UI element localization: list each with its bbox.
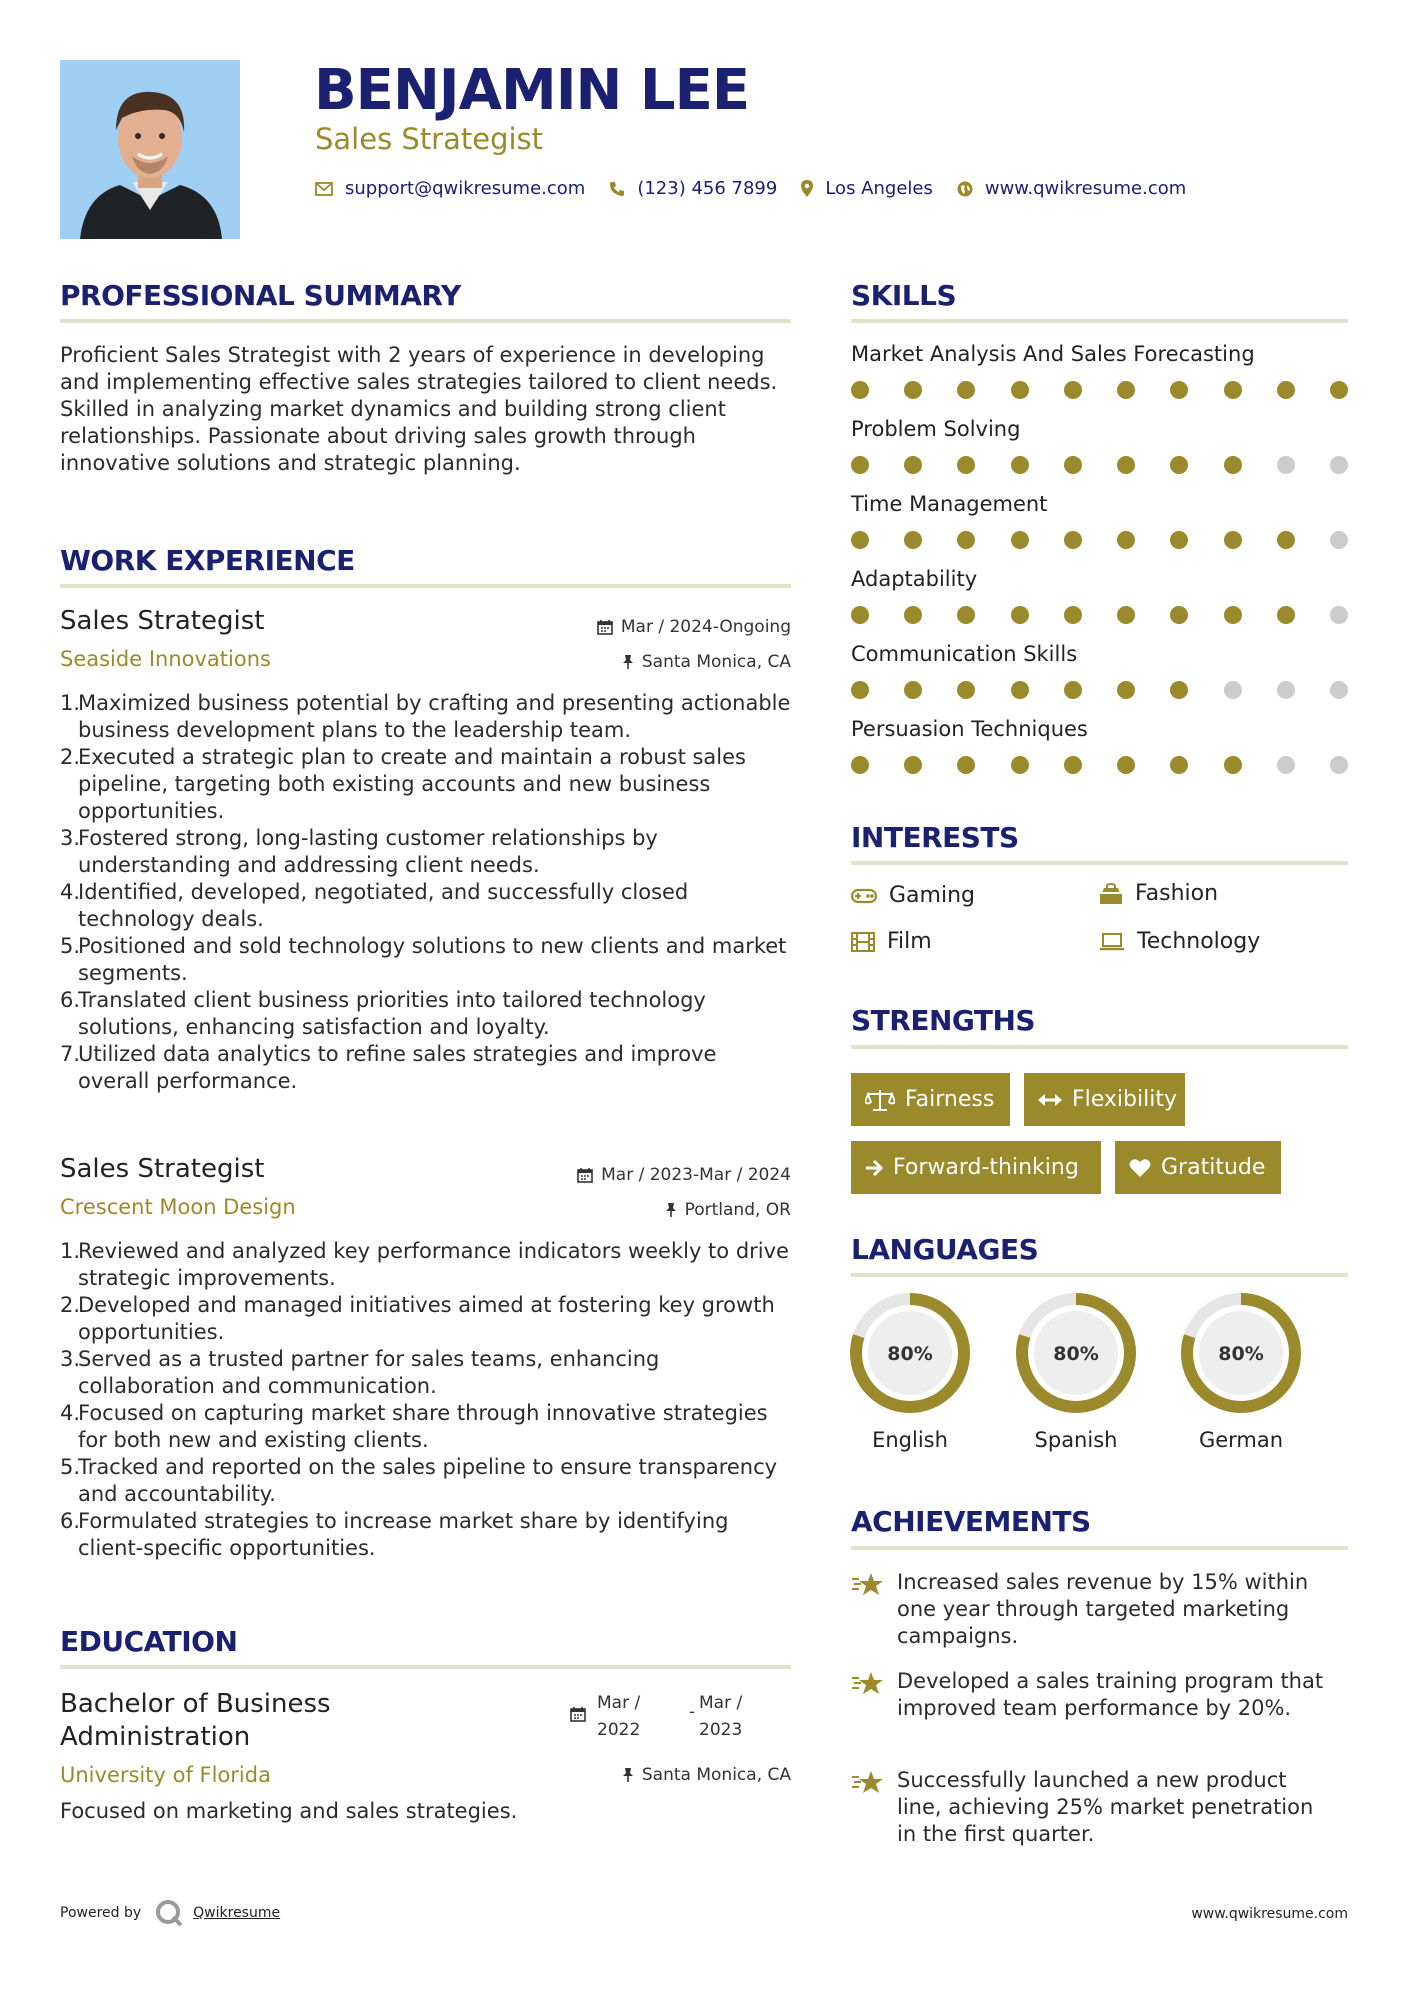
edu-end-month: Mar / — [699, 1693, 743, 1713]
language-percent: 80% — [1053, 1343, 1099, 1365]
star-icon — [851, 1569, 897, 1650]
skill-rating — [851, 456, 1348, 476]
contact-website[interactable]: www.qwikresume.com — [984, 178, 1187, 199]
contact-location: Los Angeles — [825, 178, 933, 199]
list-item: Served as a trusted partner for sales teams, enhancing collaboration and communication. — [78, 1347, 660, 1398]
achievement-item — [851, 1668, 1348, 1722]
job-location-text: Portland, OR — [684, 1200, 791, 1220]
language-item — [1015, 1292, 1137, 1452]
edu-location — [622, 1765, 791, 1785]
skill-name: Communication Skills — [851, 642, 1078, 666]
powered-by-text: Powered by — [60, 1905, 142, 1921]
language-name: English — [872, 1428, 948, 1452]
interests-divider — [851, 861, 1348, 865]
rating-dot-filled — [1011, 456, 1029, 474]
rating-dot-filled — [957, 681, 975, 699]
globe-icon — [957, 181, 973, 197]
rating-dot-empty — [1330, 606, 1348, 624]
job-location-text: Santa Monica, CA — [641, 652, 791, 672]
language-name: German — [1198, 1428, 1284, 1452]
pin-icon — [622, 654, 634, 670]
edu-start-date — [597, 1690, 640, 1744]
strength-label: Fairness — [905, 1087, 995, 1112]
strength-badge — [851, 1073, 1010, 1126]
list-item: Formulated strategies to increase market share by identifying client-specific opportunities. — [78, 1509, 729, 1560]
star-icon — [851, 1767, 897, 1848]
footer-powered — [60, 1899, 280, 1927]
achievement-item — [851, 1569, 1348, 1650]
rating-dot-filled — [1064, 456, 1082, 474]
language-item — [849, 1292, 971, 1452]
list-item: Utilized data analytics to refine sales strategies and improve overall performance. — [78, 1042, 717, 1093]
list-item: Maximized business potential by crafting and presenting actionable business development plans to the leadership team. — [78, 691, 791, 742]
rating-dot-filled — [851, 681, 869, 699]
interests-heading: INTERESTS — [851, 821, 1019, 854]
rating-dot-empty — [1277, 756, 1295, 774]
rating-dot-filled — [1277, 606, 1295, 624]
languages-heading: LANGUAGES — [851, 1233, 1039, 1266]
skill-rating — [851, 606, 1348, 626]
rating-dot-filled — [1170, 531, 1188, 549]
rating-dot-filled — [904, 456, 922, 474]
rating-dot-empty — [1277, 456, 1295, 474]
rating-dot-filled — [904, 681, 922, 699]
rating-dot-filled — [1224, 381, 1242, 399]
rating-dot-filled — [957, 756, 975, 774]
candidate-title: Sales Strategist — [315, 122, 544, 156]
rating-dot-empty — [1330, 531, 1348, 549]
job-location — [665, 1200, 791, 1220]
star-icon — [851, 1668, 897, 1722]
list-item: Fostered strong, long-lasting customer relationships by understanding and addressing client needs. — [78, 826, 658, 877]
edu-location-text: Santa Monica, CA — [641, 1765, 791, 1785]
rating-dot-empty — [1330, 456, 1348, 474]
person-avatar-icon — [60, 60, 240, 239]
pin-icon — [665, 1202, 677, 1218]
balance-scale-icon — [865, 1089, 895, 1111]
shopping-bag-icon — [1099, 883, 1123, 905]
interest-film — [851, 929, 932, 954]
achievements-divider — [851, 1546, 1348, 1550]
rating-dot-filled — [1224, 756, 1242, 774]
gamepad-icon — [851, 888, 877, 904]
rating-dot-empty — [1330, 681, 1348, 699]
job-location — [622, 652, 791, 672]
list-item: Translated client business priorities into tailored technology solutions, enhancing satisfaction and loyalty. — [78, 988, 706, 1039]
rating-dot-filled — [1170, 381, 1188, 399]
strength-label: Forward-thinking — [893, 1155, 1079, 1180]
summary-divider — [60, 319, 791, 323]
rating-dot-filled — [1170, 756, 1188, 774]
calendar-icon — [570, 1706, 586, 1726]
rating-dot-filled — [1011, 381, 1029, 399]
rating-dot-filled — [1117, 756, 1135, 774]
job-dates — [577, 1165, 791, 1185]
rating-dot-filled — [851, 606, 869, 624]
rating-dot-filled — [1064, 756, 1082, 774]
rating-dot-filled — [904, 381, 922, 399]
heart-icon — [1129, 1158, 1151, 1178]
contact-phone[interactable]: (123) 456 7899 — [637, 178, 778, 199]
rating-dot-filled — [1117, 531, 1135, 549]
rating-dot-filled — [904, 606, 922, 624]
edu-end-date — [699, 1690, 742, 1744]
pin-icon — [622, 1767, 634, 1783]
laptop-icon — [1099, 933, 1125, 951]
skill-name: Adaptability — [851, 567, 978, 591]
rating-dot-filled — [851, 756, 869, 774]
footer-website[interactable]: www.qwikresume.com — [1191, 1906, 1348, 1922]
degree-title — [60, 1688, 331, 1754]
job-company: Seaside Innovations — [60, 647, 271, 671]
rating-dot-filled — [1117, 456, 1135, 474]
rating-dot-empty — [1330, 756, 1348, 774]
rating-dot-filled — [1064, 531, 1082, 549]
rating-dot-filled — [1170, 456, 1188, 474]
skills-heading: SKILLS — [851, 279, 957, 312]
profile-photo — [60, 60, 240, 239]
interest-label: Gaming — [889, 883, 975, 908]
list-item: Identified, developed, negotiated, and successfully closed technology deals. — [78, 880, 689, 931]
list-item: Reviewed and analyzed key performance indicators weekly to drive strategic improvements. — [78, 1239, 789, 1290]
rating-dot-filled — [1330, 381, 1348, 399]
rating-dot-filled — [851, 381, 869, 399]
list-item: Tracked and reported on the sales pipeline to ensure transparency and accountability. — [78, 1455, 778, 1506]
language-progress-ring — [1180, 1292, 1302, 1414]
arrow-right-icon — [865, 1159, 883, 1177]
job-dates-text: Mar / 2024-Ongoing — [620, 617, 791, 637]
rating-dot-filled — [1277, 381, 1295, 399]
interest-label: Fashion — [1135, 881, 1219, 906]
achievements-heading: ACHIEVEMENTS — [851, 1505, 1091, 1538]
arrows-horizontal-icon — [1038, 1093, 1062, 1107]
language-item — [1180, 1292, 1302, 1452]
list-item: Positioned and sold technology solutions to new clients and market segments. — [78, 934, 787, 985]
job-dates — [597, 617, 791, 637]
qwikresume-link[interactable]: Qwikresume — [193, 1905, 281, 1921]
rating-dot-filled — [1064, 681, 1082, 699]
language-percent: 80% — [887, 1343, 933, 1365]
strength-badge — [1115, 1141, 1281, 1194]
phone-icon — [609, 181, 625, 197]
rating-dot-filled — [904, 531, 922, 549]
rating-dot-filled — [1064, 606, 1082, 624]
strength-badge — [1024, 1073, 1185, 1126]
list-item: Focused on capturing market share through innovative strategies for both new and existing clients. — [78, 1401, 768, 1452]
language-progress-ring — [1015, 1292, 1137, 1414]
strength-label: Flexibility — [1072, 1087, 1177, 1112]
job-bullets — [60, 690, 791, 1095]
rating-dot-empty — [1277, 681, 1295, 699]
education-heading: EDUCATION — [60, 1625, 238, 1658]
edu-start-year: 2022 — [597, 1720, 641, 1740]
skill-rating — [851, 681, 1348, 701]
education-divider — [60, 1665, 791, 1669]
strengths-heading: STRENGTHS — [851, 1004, 1036, 1037]
rating-dot-filled — [957, 606, 975, 624]
rating-dot-filled — [1117, 381, 1135, 399]
language-name: Spanish — [1034, 1428, 1118, 1452]
strength-badge — [851, 1141, 1101, 1194]
rating-dot-filled — [1117, 606, 1135, 624]
rating-dot-filled — [1011, 531, 1029, 549]
rating-dot-filled — [1011, 681, 1029, 699]
contact-bar — [315, 178, 1210, 199]
rating-dot-filled — [957, 531, 975, 549]
languages-divider — [851, 1273, 1348, 1277]
rating-dot-filled — [957, 381, 975, 399]
interest-gaming — [851, 883, 975, 908]
school-name: University of Florida — [60, 1763, 271, 1787]
rating-dot-filled — [1011, 756, 1029, 774]
envelope-icon — [315, 182, 333, 196]
rating-dot-filled — [957, 456, 975, 474]
job-dates-text: Mar / 2023-Mar / 2024 — [601, 1165, 791, 1185]
skill-rating — [851, 531, 1348, 551]
edu-date-dash: - — [689, 1702, 696, 1722]
skill-name: Time Management — [851, 492, 1048, 516]
summary-heading: PROFESSIONAL SUMMARY — [60, 279, 461, 312]
rating-dot-filled — [1117, 681, 1135, 699]
qwikresume-logo-icon — [155, 1899, 183, 1927]
rating-dot-filled — [1170, 681, 1188, 699]
interest-label: Film — [887, 929, 932, 954]
work-heading: WORK EXPERIENCE — [60, 544, 355, 577]
education-note: Focused on marketing and sales strategies. — [60, 1799, 518, 1823]
achievement-text: Successfully launched a new product line, achieving 25% market penetration in the first quarter. — [897, 1768, 1314, 1846]
skill-rating — [851, 756, 1348, 776]
rating-dot-filled — [904, 756, 922, 774]
rating-dot-filled — [1224, 456, 1242, 474]
rating-dot-filled — [1170, 606, 1188, 624]
map-marker-icon — [801, 180, 813, 197]
rating-dot-filled — [1224, 531, 1242, 549]
skill-name: Persuasion Techniques — [851, 717, 1088, 741]
job-title: Sales Strategist — [60, 1154, 265, 1184]
degree-line: Bachelor of Business — [60, 1689, 331, 1719]
language-percent: 80% — [1218, 1343, 1264, 1365]
contact-email[interactable]: support@qwikresume.com — [345, 178, 586, 199]
rating-dot-filled — [1277, 531, 1295, 549]
achievement-text: Developed a sales training program that improved team performance by 20%. — [897, 1669, 1324, 1720]
edu-end-year: 2023 — [699, 1720, 743, 1740]
work-divider — [60, 584, 791, 588]
degree-line: Administration — [60, 1722, 251, 1752]
rating-dot-filled — [1224, 606, 1242, 624]
list-item: Executed a strategic plan to create and maintain a robust sales pipeline, targeting both existing accounts and new business opportunities. — [78, 745, 746, 823]
interest-label: Technology — [1137, 929, 1261, 954]
summary-text: Proficient Sales Strategist with 2 years of experience in developing and implementing effective sales strategies tailored to client needs. Skilled in analyzing market dynamics and building strong client relationships. Passionate about driving sales growth through innovative solutions and strategic planning. — [60, 343, 778, 475]
strength-label: Gratitude — [1161, 1155, 1266, 1180]
rating-dot-filled — [1011, 606, 1029, 624]
edu-start-month: Mar / — [597, 1693, 641, 1713]
candidate-name: BENJAMIN LEE — [314, 58, 750, 123]
skill-rating — [851, 381, 1348, 401]
job-company: Crescent Moon Design — [60, 1195, 296, 1219]
job-title: Sales Strategist — [60, 606, 265, 636]
rating-dot-filled — [1064, 381, 1082, 399]
language-progress-ring — [849, 1292, 971, 1414]
skill-name: Market Analysis And Sales Forecasting — [851, 342, 1255, 366]
calendar-icon — [577, 1167, 593, 1183]
rating-dot-filled — [851, 531, 869, 549]
rating-dot-filled — [851, 456, 869, 474]
interest-fashion — [1099, 881, 1218, 906]
interest-technology — [1099, 929, 1260, 954]
skill-name: Problem Solving — [851, 417, 1021, 441]
job-bullets — [60, 1238, 791, 1562]
achievement-text: Increased sales revenue by 15% within one year through targeted marketing campaigns. — [897, 1570, 1309, 1648]
calendar-icon — [597, 619, 613, 635]
strengths-divider — [851, 1045, 1348, 1049]
skills-divider — [851, 319, 1348, 323]
rating-dot-empty — [1224, 681, 1242, 699]
film-icon — [851, 932, 875, 952]
achievement-item — [851, 1767, 1348, 1848]
list-item: Developed and managed initiatives aimed at fostering key growth opportunities. — [78, 1293, 775, 1344]
